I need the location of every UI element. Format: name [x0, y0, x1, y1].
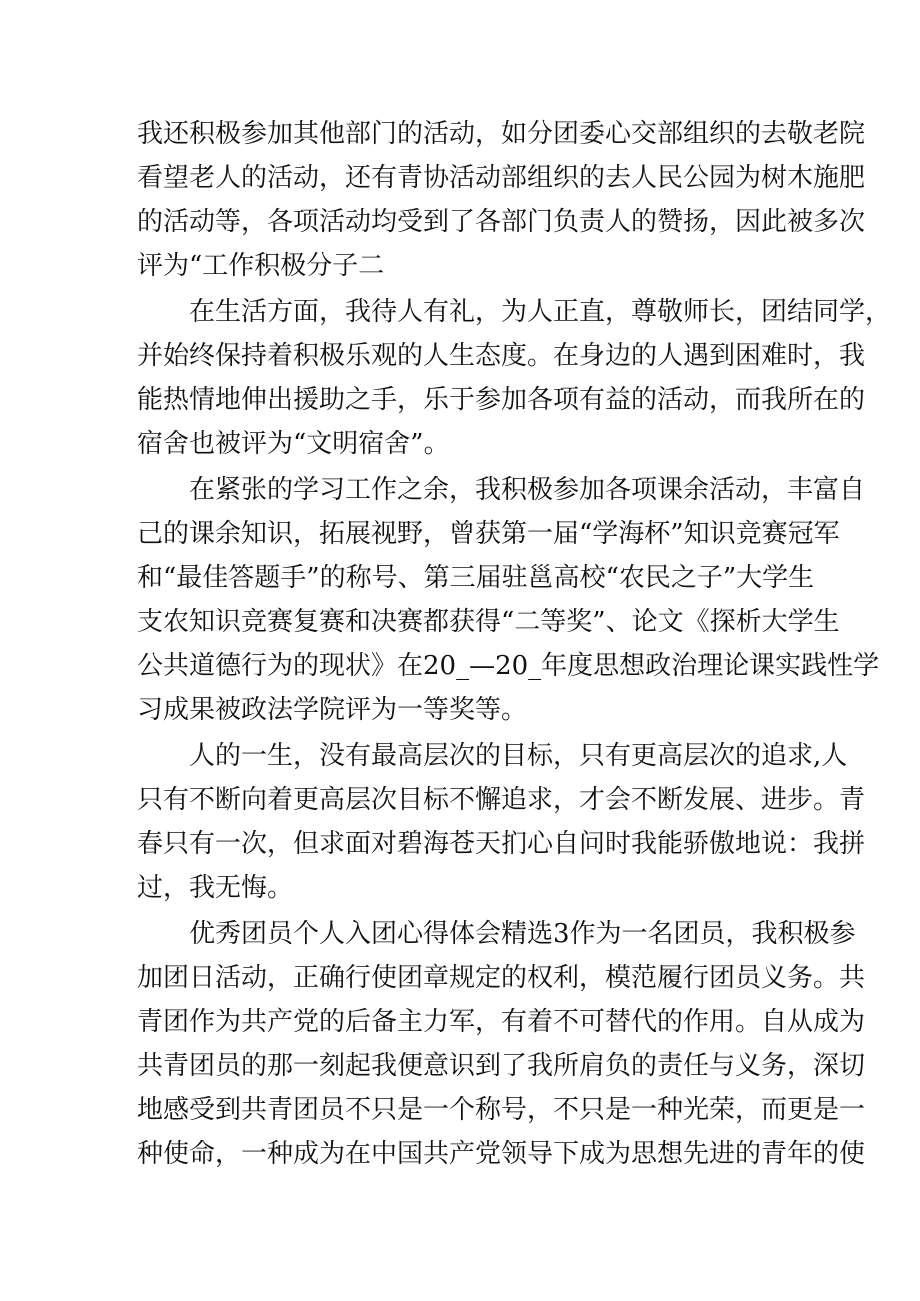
- text-line: 支农知识竞赛复赛和决赛都获得“二等奖”、论文《探析大学生: [137, 607, 840, 637]
- text-line: 只有不断向着更高层次目标不懈追求，才会不断发展、进步。青: [137, 785, 866, 815]
- text-line: 宿舍也被评为“文明宿舍”。: [137, 429, 450, 459]
- text-line: 在紧张的学习工作之余，我积极参加各项课余活动，丰富自: [189, 475, 866, 505]
- text-line: 评为“工作积极分子二: [137, 251, 385, 281]
- paragraph-2: [137, 290, 892, 466]
- text-line: 青团作为共产党的后备主力军，有着不可替代的作用。自从成为: [137, 1007, 866, 1037]
- paragraph-5: [137, 912, 866, 1176]
- text-line: 公共道德行为的现状》在20_—20_年度思想政治理论课实践性学: [137, 651, 880, 681]
- text-line: 优秀团员个人入团心得体会精选3作为一名团员，我积极参: [189, 919, 856, 949]
- paragraph-4: [137, 734, 866, 910]
- text-line: 和“最佳答题手”的称号、第三届驻邕高校“农民之子”大学生: [137, 563, 815, 593]
- text-line: 看望老人的活动，还有青协活动部组织的去人民公园为树木施肥: [137, 163, 866, 193]
- document-body: [137, 112, 892, 1178]
- text-line: 地感受到共青团员不只是一个称号，不只是一种光荣，而更是一: [137, 1095, 866, 1125]
- text-line: 在生活方面，我待人有礼，为人正直，尊敬师长，团结同学，: [189, 297, 892, 327]
- paragraph-1: [137, 112, 866, 288]
- text-line: 我还积极参加其他部门的活动，如分团委心交部组织的去敬老院: [137, 119, 866, 149]
- text-line: 人的一生，没有最高层次的目标，只有更高层次的追求,人: [189, 741, 848, 771]
- paragraph-3: [137, 468, 880, 732]
- text-line: 己的课余知识，拓展视野，曾获第一届“学海杯”知识竞赛冠军: [137, 519, 840, 549]
- text-line: 的活动等，各项活动均受到了各部门负责人的赞扬，因此被多次: [137, 207, 866, 237]
- text-line: 共青团员的那一刻起我便意识到了我所肩负的责任与义务，深切: [137, 1051, 866, 1081]
- text-line: 并始终保持着积极乐观的人生态度。在身边的人遇到困难时，我: [137, 341, 866, 371]
- text-line: 过，我无悔。: [137, 873, 294, 903]
- text-line: 春只有一次，但求面对碧海苍天扪心自问时我能骄傲地说：我拼: [137, 829, 866, 859]
- text-line: 习成果被政法学院评为一等奖等。: [137, 695, 528, 725]
- text-line: 加团日活动，正确行使团章规定的权利，模范履行团员义务。共: [137, 963, 866, 993]
- text-line: 种使命，一种成为在中国共产党领导下成为思想先进的青年的使: [137, 1139, 866, 1169]
- text-line: 能热情地伸出援助之手，乐于参加各项有益的活动，而我所在的: [137, 385, 866, 415]
